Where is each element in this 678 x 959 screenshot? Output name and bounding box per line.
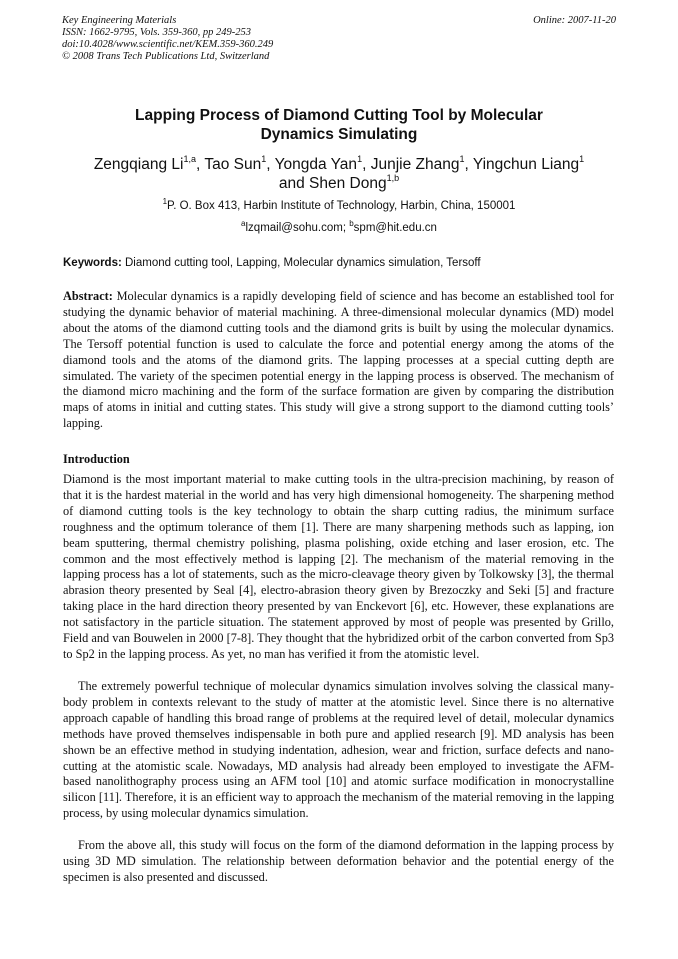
affiliation-text: P. O. Box 413, Harbin Institute of Technology, Harbin, China, 150001 [167,200,516,212]
online-date-text: Online: 2007-11-20 [533,15,616,26]
intro-paragraph-3: From the above all, this study will focus on the form of the diamond deformation in the lapping process by using 3D MD simulation. The relationship between deformation behavior and the potential energy of the specimen is also presented and discussed. [63,838,614,884]
keywords-label: Keywords: [63,257,122,269]
email-a: lzqmail@sohu.com; [245,222,350,234]
affiliation [60,199,618,213]
intro-paragraph-1: Diamond is the most important material to make cutting tools in the ultra-precision machining, by reason of that it is the hardest material in the world and has very high dimensional homogeneity. The sharpening method of diamond cutting tools is the key technology to obtain the sharp cutting radius, the minimum surface roughness and the optimum tolerance of them [1]. There are many sharpening methods such as lapping, ion beam sputtering, thermal chemistry polishing, plasma polishing, oxide etching and laser erosion, etc. The common and the most effectively method is lapping [2]. The mechanism of the material removing in the lapping process has a lot of statements, such as the micro-cleavage theory given by Tolkowsky [3], the thermal abrasion theory presented by Seal [4], electro-abrasion theory given by Brezoczky and Seki [5] and fracture taking place in the hard direction theory presented by van Enckevort [6], etc. However, these explanations are not satisfactory in the particle situation. The statement approved by most of people was presented by Grillo, Field and van Bouwelen in 2000 [7-8]. They thought that the hybridized orbit of the carbon converted from Sp3 to Sp2 in the lapping process. As yet, no man has verified it from the atomistic level. [63,472,614,661]
email-b-sup: b [349,219,354,228]
author-sup: 1 [579,154,585,164]
title-line-1: Lapping Process of Diamond Cutting Tool by Molecular [135,107,543,124]
author-sep: , [266,156,275,173]
author-sup: 1 [261,154,267,164]
abstract-label: Abstract: [63,289,113,303]
journal-name: Key Engineering Materials [62,15,177,26]
author-sep: , [362,156,371,173]
author-name: Junjie Zhang [370,156,460,173]
affiliation-sup: 1 [162,197,168,206]
email-a-sup: a [241,219,246,228]
author-sup: 1 [357,154,363,164]
author-list [60,155,618,193]
title-line-2: Dynamics Simulating [260,126,418,143]
keywords [63,256,619,270]
author-sup: 1,a [183,154,196,164]
author-line-2 [60,174,618,193]
online-date [533,15,616,27]
author-line-1 [60,155,618,174]
abstract-paragraph [63,289,614,432]
author-name: and Shen Dong [278,175,387,192]
author-sup: 1 [459,154,465,164]
copyright-line: © 2008 Trans Tech Publications Ltd, Switzerland [62,51,270,62]
abstract-text: Molecular dynamics is a rapidly developing field of science and has become an established tool for studying the dynamic behavior of material machining. A three-dimensional molecular dynamics (MD) model about the atoms of the diamond cutting tools and the diamond grits is built by using the molecular dynamics. The Tersoff potential function is used to calculate the force and potential energy among the atoms of the diamond tools and the atoms of the diamond grits. The lapping processes at a special cutting depth are simulated. The variety of the specimen potential energy in the lapping process is observed. The mechanism of the diamond micro machining and the form of the surface formation are given by comparing the distribution maps of atoms in initial and cutting states. This study will give a strong support to the diamond cutting tools’ lapping. [63,289,614,431]
author-name: Yongda Yan [274,156,358,173]
author-sep: , [195,156,205,173]
author-sup: 1,b [386,173,400,183]
doi-line: doi:10.4028/www.scientific.net/KEM.359-360.249 [62,39,274,50]
author-name: Yingchun Liang [472,156,580,173]
author-name: Tao Sun [204,156,262,173]
issn-line: ISSN: 1662-9795, Vols. 359-360, pp 249-253 [62,27,251,38]
paper-title [60,106,618,144]
journal-info [62,15,273,63]
author-name: Zengqiang Li [93,156,184,173]
keywords-text: Diamond cutting tool, Lapping, Molecular dynamics simulation, Tersoff [121,257,481,269]
section-heading-introduction: Introduction [63,452,130,466]
email-b: spm@hit.edu.cn [353,222,437,234]
intro-paragraph-2: The extremely powerful technique of molecular dynamics simulation involves solving the classical many-body problem in contexts relevant to the study of matter at the atomistic level. Since there is no alternative approach capable of handling this broad range of problems at the required level of detail, molecular dynamics methods have proved themselves indispensable in both pure and applied research [9]. MD analysis has been shown be an effective method in studying indentation, adhesion, wear and friction, surface defects and nano-cutting at the atomistic scale. Nowadays, MD analysis had already been employed to investigate the AFM-based nanolithography process using an AFM tool [10] and atomic surface modification in monocrystalline silicon [11]. Therefore, it is an efficient way to approach the mechanism of the material removing in the lapping process, by using molecular dynamics simulation. [63,679,614,821]
author-sep: , [464,156,473,173]
author-emails [60,221,618,235]
